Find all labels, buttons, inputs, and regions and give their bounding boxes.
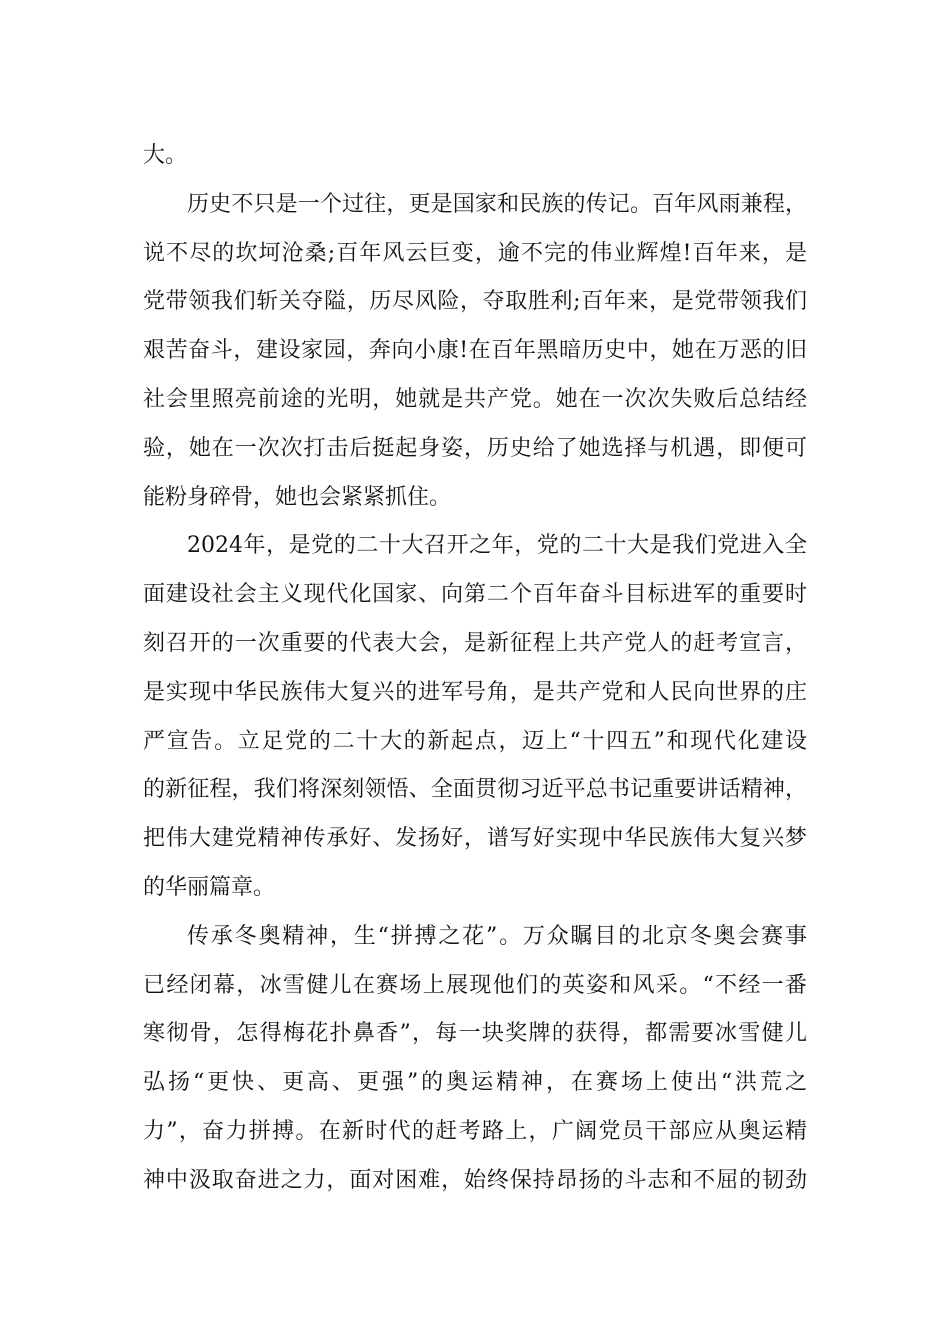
- text-line: 是实现中华民族伟大复兴的进军号角，是共产党和人民向世界的庄: [143, 679, 807, 705]
- text-line: 说不尽的坎坷沧桑;百年风云巨变，逾不完的伟业辉煌!百年来，是: [143, 240, 807, 266]
- text-line: 2024年，是党的二十大召开之年，党的二十大是我们党进入全: [187, 533, 807, 559]
- text-line: 大。: [143, 143, 188, 168]
- text-line: 历史不只是一个过往，更是国家和民族的传记。百年风雨兼程，: [187, 191, 807, 217]
- text-line: 的新征程，我们将深刻领悟、全面贯彻习近平总书记重要讲话精神，: [143, 777, 807, 803]
- text-line: 弘扬“更快、更高、更强”的奥运精神，在赛场上使出“洪荒之: [143, 1070, 807, 1096]
- text-line: 寒彻骨，怎得梅花扑鼻香”，每一块奖牌的获得，都需要冰雪健儿: [143, 1021, 807, 1047]
- text-line: 社会里照亮前途的光明，她就是共产党。她在一次次失败后总结经: [143, 386, 807, 412]
- text-line: 的华丽篇章。: [143, 874, 276, 900]
- document-body: [143, 132, 807, 1206]
- text-line: 力”，奋力拼搏。在新时代的赶考路上，广阔党员干部应从奥运精: [143, 1118, 807, 1144]
- text-line: 面建设社会主义现代化国家、向第二个百年奋斗目标进军的重要时: [143, 582, 807, 608]
- text-line: 把伟大建党精神传承好、发扬好，谱写好实现中华民族伟大复兴梦: [143, 826, 807, 852]
- text-line: 艰苦奋斗，建设家园，奔向小康!在百年黑暗历史中，她在万恶的旧: [143, 338, 807, 364]
- text-line: 能粉身碎骨，她也会紧紧抓住。: [143, 484, 452, 510]
- text-line: 党带领我们斩关夺隘，历尽风险，夺取胜利;百年来，是党带领我们: [143, 289, 807, 315]
- text-line: 刻召开的一次重要的代表大会，是新征程上共产党人的赶考宣言，: [143, 630, 807, 656]
- text-line: 严宣告。立足党的二十大的新起点，迈上“十四五”和现代化建设: [143, 728, 807, 754]
- text-line: 验，她在一次次打击后挺起身姿，历史给了她选择与机遇，即便可: [143, 435, 807, 461]
- text-line: 已经闭幕，冰雪健儿在赛场上展现他们的英姿和风采。“不经一番: [143, 972, 807, 998]
- text-line: 神中汲取奋进之力，面对困难，始终保持昂扬的斗志和不屈的韧劲: [143, 1167, 807, 1193]
- text-line: 传承冬奥精神，生“拼搏之花”。万众瞩目的北京冬奥会赛事: [187, 923, 807, 949]
